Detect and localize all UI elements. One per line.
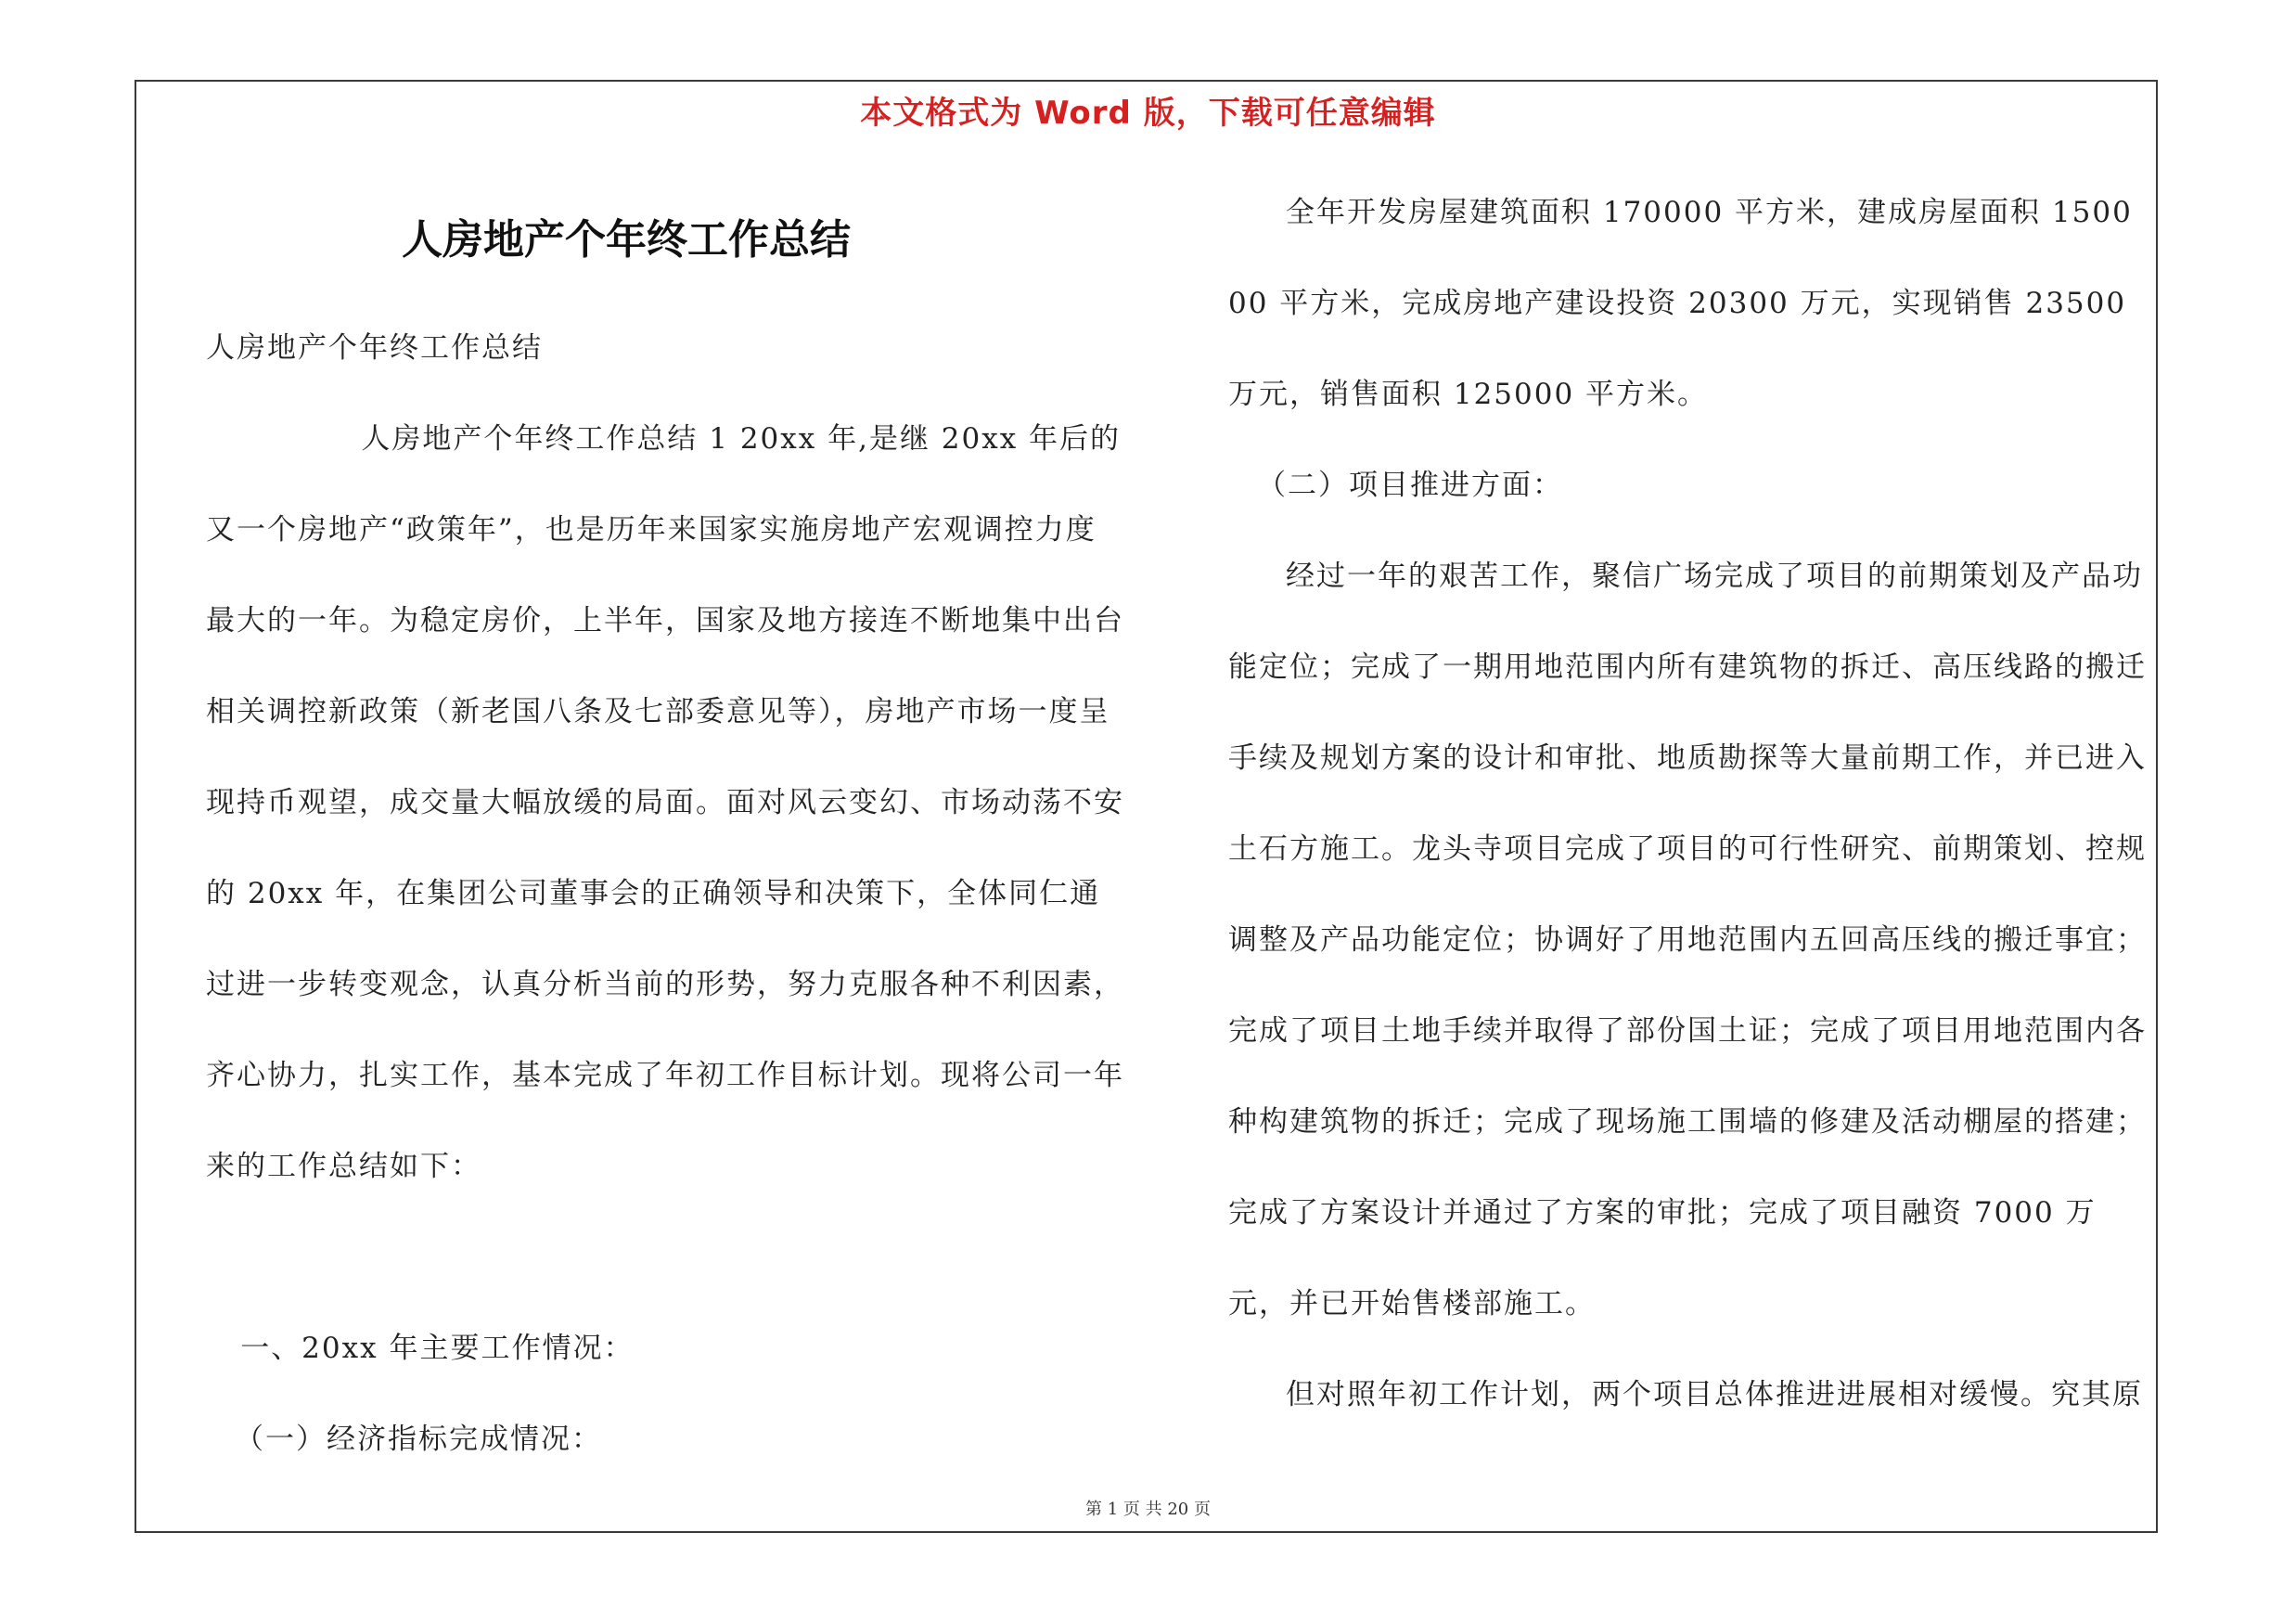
format-notice-banner: 本文格式为 Word 版，下载可任意编辑 — [860, 95, 1436, 132]
economic-figures-paragraph: 全年开发房屋建筑面积 170000 平方米，建成房屋面积 150000 平方米，完成房地产建设投资 20300 万元，实现销售 23500 万元，销售面积 125000 平方米。 — [1228, 196, 2133, 411]
intro-paragraph: 人房地产个年终工作总结 1 20xx 年,是继 20xx 年后的又一个房地产“政策年”，也是历年来国家实施房地产宏观调控力度最大的一年。为稳定房价，上半年，国家及地方接连不断地集中出台相关调控新政策（新老国八条及七部委意见等），房地产市场一度呈现持币观望，成交量大幅放缓的局面。面对风云变幻、市场动荡不安的 20xx 年，在集团公司董事会的正确领导和决策下，全体同仁通过进一步转变观念，认真分析当前的形势，努力克服各种不利因素，齐心协力，扎实工作，基本完成了年初工作目标计划。现将公司一年来的工作总结如下： — [206, 422, 1124, 1183]
blank-line — [206, 1212, 1126, 1303]
subsection-heading-project-progress: （二）项目推进方面： — [1257, 469, 1563, 502]
document-subtitle: 人房地产个年终工作总结 — [206, 331, 543, 365]
section-heading-main-work: 一、20xx 年主要工作情况： — [240, 1332, 635, 1365]
right-column — [1228, 167, 2148, 1440]
project-progress-paragraph: 经过一年的艰苦工作，聚信广场完成了项目的前期策划及产品功能定位；完成了一期用地范围内所有建筑物的拆迁、高压线路的搬迁手续及规划方案的设计和审批、地质勘探等大量前期工作，并已进入土石方施工。龙头寺项目完成了项目的可行性研究、前期策划、控规调整及产品功能定位；协调好了用地范围内五回高压线的搬迁事宜；完成了项目土地手续并取得了部份国土证；完成了项目用地范围内各种构建筑物的拆迁；完成了现场施工围墙的修建及活动棚屋的搭建；完成了方案设计并通过了方案的审批；完成了项目融资 7000 万元，并已开始售楼部施工。 — [1228, 560, 2147, 1320]
left-column — [206, 303, 1126, 1485]
subsection-heading-economic-indicators: （一）经济指标完成情况： — [235, 1423, 602, 1456]
page-number-footer: 第 1 页 共 20 页 — [1085, 1500, 1211, 1519]
shortfall-paragraph: 但对照年初工作计划，两个项目总体推进进展相对缓慢。究其原 — [1286, 1378, 2143, 1411]
document-title: 人房地产个年终工作总结 — [402, 216, 851, 264]
